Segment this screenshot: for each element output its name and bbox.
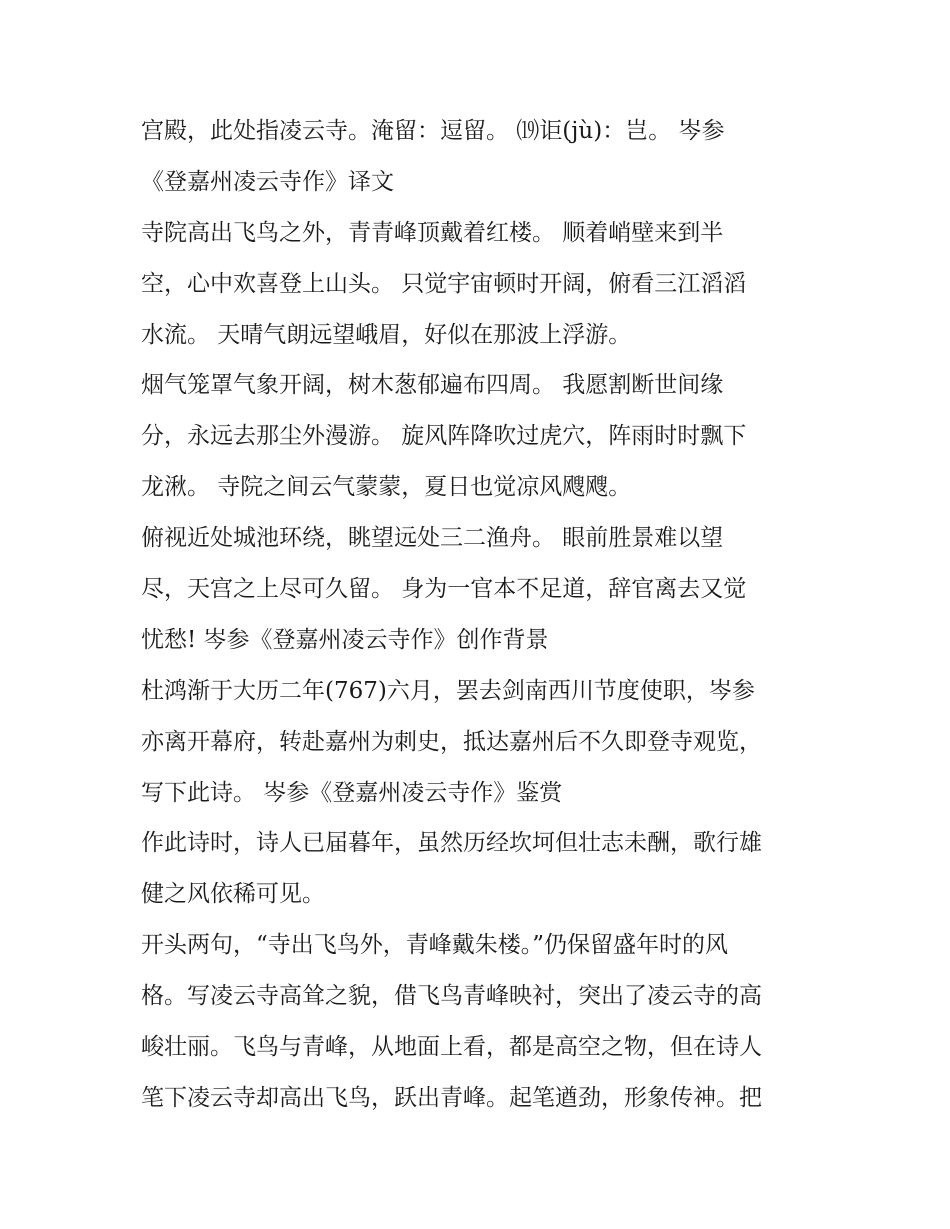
text-line: 宫殿，此处指凌云寺。淹留：逗留。 ⒆讵(jù)：岂。 岑参 bbox=[141, 118, 725, 144]
text-line: 龙湫。 寺院之间云气蒙蒙，夏日也觉凉风飕飕。 bbox=[141, 474, 632, 501]
text-line: 作此诗时，诗人已届暮年，虽然历经坎坷但壮志未酬，歌行雄 bbox=[141, 830, 762, 857]
text-line: 烟气笼罩气象开阔，树木葱郁遍布四周。 我愿割断世间缘 bbox=[141, 372, 724, 399]
text-line: 寺院高出飞鸟之外，青青峰顶戴着红楼。 顺着峭壁来到半 bbox=[141, 219, 724, 246]
text-line: 写下此诗。 岑参《登嘉州凌云寺作》鉴赏 bbox=[141, 779, 563, 806]
text-line: 健之风依稀可见。 bbox=[141, 881, 325, 908]
text-line: 空，心中欢喜登上山头。 只觉宇宙顿时开阔，俯看三江滔滔 bbox=[141, 270, 747, 297]
text-line: 《登嘉州凌云寺作》译文 bbox=[141, 168, 394, 195]
text-line: 笔下凌云寺却高出飞鸟，跃出青峰。起笔遒劲，形象传神。把 bbox=[141, 1084, 762, 1111]
text-line: 格。写凌云寺高耸之貌，借飞鸟青峰映衬，突出了凌云寺的高 bbox=[141, 983, 762, 1010]
text-line: 杜鸿渐于大历二年(767)六月，罢去剑南西川节度使职，岑参 bbox=[141, 677, 755, 704]
text-line: 俯视近处城池环绕，眺望远处三二渔舟。 眼前胜景难以望 bbox=[141, 525, 724, 552]
text-line: 开头两句，“寺出飞鸟外，青峰戴朱楼。”仍保留盛年时的风 bbox=[141, 932, 729, 959]
text-line: 忧愁! 岑参《登嘉州凌云寺作》创作背景 bbox=[141, 626, 549, 653]
text-line: 亦离开幕府，转赴嘉州为刺史，抵达嘉州后不久即登寺观览， bbox=[141, 728, 762, 755]
text-line: 尽，天宫之上尽可久留。 身为一官本不足道，辞官离去又觉 bbox=[141, 576, 747, 603]
text-line: 分，永远去那尘外漫游。 旋风阵降吹过虎穴，阵雨时时飘下 bbox=[141, 423, 747, 450]
document-text bbox=[141, 108, 821, 1126]
text-line: 峻壮丽。飞鸟与青峰，从地面上看，都是高空之物，但在诗人 bbox=[141, 1034, 762, 1061]
text-line: 水流。 天晴气朗远望峨眉，好似在那波上浮游。 bbox=[141, 321, 632, 348]
